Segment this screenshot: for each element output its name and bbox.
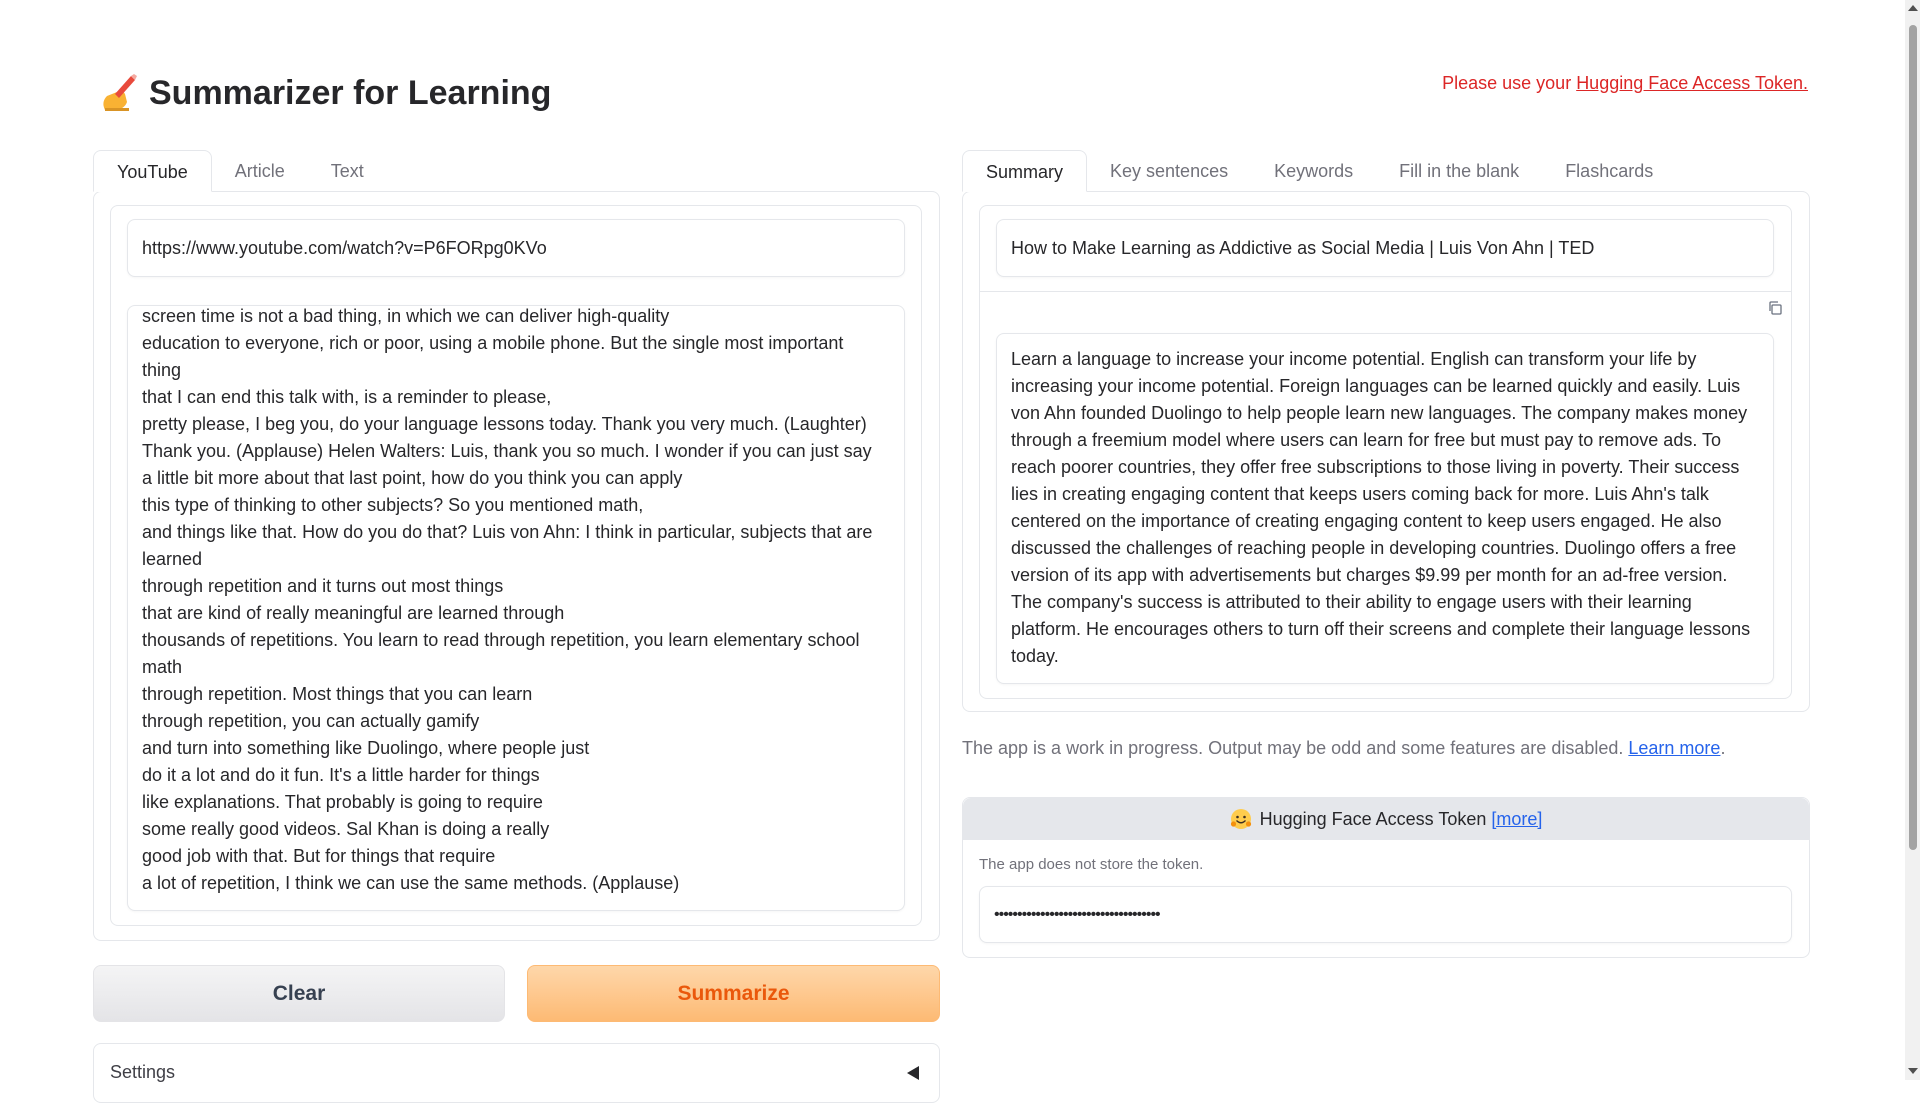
progress-note-text: The app is a work in progress. Output may be odd and some features are disabled. (962, 738, 1629, 758)
tab-youtube[interactable]: YouTube (93, 150, 212, 192)
summarize-button[interactable]: Summarize (527, 965, 940, 1022)
collapse-arrow-icon[interactable] (907, 1066, 919, 1080)
token-note (1442, 73, 1808, 94)
tab-article[interactable]: Article (234, 161, 285, 181)
transcript-textarea[interactable] (127, 305, 905, 911)
page-title: Summarizer for Learning (149, 73, 552, 112)
progress-note (962, 738, 1725, 759)
summary-textarea[interactable] (996, 333, 1774, 684)
token-panel-header (963, 798, 1809, 840)
output-tabs (962, 150, 1676, 190)
divider (979, 291, 1792, 292)
progress-note-suffix: . (1720, 738, 1726, 758)
summary-text: Learn a language to increase your income potential. English can transform your life by increasing your income potential. Foreign languages can be learned quickly and easily. Luis von Ahn founded Duolingo to help people learn new languages. The company makes money through a freemium model where users can learn for free but must pay to remove ads. To reach poorer countries, they offer free subscriptions to those living in poverty. Their success lies in creating engaging content that keeps users coming back for more. Luis Ahn's talk centered on the importance of creating engaging content to keep users engaged. He also discussed the challenges of reaching people in developing countries. Duolingo offers a free version of its app with advertisements but charges $9.99 per month for an ad-free version. The company's success is attributed to their ability to engage users with their learning platform. He encourages others to turn off their screens and complete their language lessons today. (1011, 349, 1751, 666)
settings-accordion[interactable] (93, 1043, 940, 1103)
video-title-field[interactable] (996, 219, 1774, 277)
clear-button[interactable]: Clear (93, 965, 505, 1022)
learn-more-link[interactable]: Learn more (1628, 738, 1721, 758)
transcript-text: screen time is not a bad thing, in which we can deliver high-quality education to everyone, rich or poor, using a mobile phone. But the single most important thing that I can end this talk with, is a reminder to please, pretty please, I beg you, do your language lessons today. Thank you very much. (Laughter) Thank you. (Applause) Helen Walters: Luis, thank you so much. I wonder if you can just say a little bit more about that last point, how do you think you can apply this type of thinking to other subjects? So you mentioned math, and things like that. How do you do that? Luis von Ahn: I think in particular, subjects that are learned through repetition and it turns out most things that are kind of really meaningful are learned through thousands of repetitions. You learn to read through repetition, you learn elementary school math through repetition. Most things that you can learn through repetition, you can actually gamify and turn into something like Duolingo, where people just do it a lot and do it fun. It's a little harder for things like explanations. That probably is going to require some really good videos. Sal Khan is doing a really good job with that. But for things that require a lot of repetition, I think we can use the same methods. (Applause) (142, 306, 873, 893)
token-note-text: Please use your (1442, 73, 1577, 93)
settings-label: Settings (110, 1062, 176, 1082)
token-link[interactable]: Hugging Face Access Token. (1576, 73, 1808, 93)
writing-hand-icon (97, 72, 139, 114)
tab-summary[interactable]: Summary (962, 150, 1087, 192)
page-header (97, 72, 551, 114)
more-link[interactable]: [more] (1491, 808, 1543, 829)
youtube-url-input[interactable] (127, 219, 905, 277)
tab-flashcards[interactable]: Flashcards (1565, 161, 1654, 181)
token-info: The app does not store the token. (979, 856, 1204, 873)
scroll-down-icon[interactable] (1908, 1068, 1918, 1074)
tab-keywords[interactable]: Keywords (1274, 161, 1354, 181)
video-title-value: How to Make Learning as Addictive as Social Media | Luis Von Ahn | TED (1011, 237, 1595, 258)
youtube-url-value: https://www.youtube.com/watch?v=P6FORpg0KVo (142, 237, 547, 258)
scroll-up-icon[interactable] (1908, 5, 1918, 11)
tab-fill-in-the-blank[interactable]: Fill in the blank (1399, 161, 1520, 181)
token-value: •••••••••••••••••••••••••••••••••••• (994, 905, 1160, 923)
scroll-thumb[interactable] (1909, 25, 1917, 850)
page-scrollbar[interactable] (1905, 0, 1920, 1080)
tab-text[interactable]: Text (330, 161, 364, 181)
token-panel-title: Hugging Face Access Token (1259, 808, 1487, 829)
tab-key-sentences[interactable]: Key sentences (1110, 161, 1229, 181)
token-input[interactable] (979, 886, 1792, 943)
hugging-face-icon (1230, 808, 1252, 830)
copy-icon[interactable] (1767, 300, 1783, 316)
input-tabs (93, 150, 387, 190)
